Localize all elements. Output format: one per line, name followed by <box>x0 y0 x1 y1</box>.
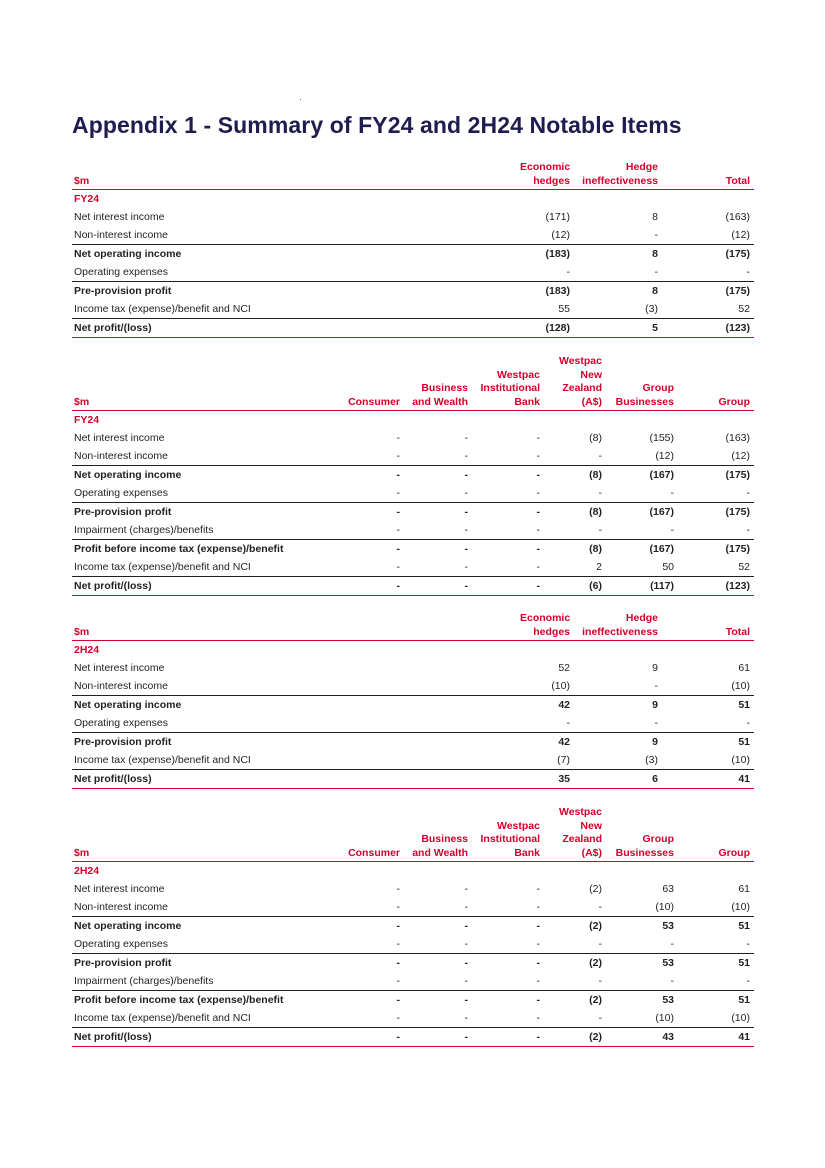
table-row <box>72 484 754 503</box>
row-label: Net interest income <box>74 662 165 674</box>
column-header: Westpac Institutional Bank <box>472 355 544 411</box>
table-cell: (2) <box>544 917 606 936</box>
table-row <box>72 898 754 917</box>
table-cell: - <box>464 487 468 499</box>
row-label: Non-interest income <box>74 229 168 241</box>
table-cell: (10) <box>655 901 674 913</box>
table-cell: - <box>536 450 540 462</box>
table-cell: - <box>464 1012 468 1024</box>
table-cell: - <box>464 901 468 913</box>
table-cell: - <box>536 901 540 913</box>
table-cell: - <box>598 901 602 913</box>
table-row <box>72 770 754 789</box>
table-cell: - <box>472 466 544 485</box>
table-cell: - <box>654 229 658 241</box>
table-cell: - <box>396 975 400 987</box>
table-row <box>72 880 754 898</box>
table-cell: - <box>566 717 570 729</box>
table-cell: 51 <box>662 733 754 752</box>
table-cell: 51 <box>678 954 754 973</box>
table-cell: 8 <box>652 211 658 223</box>
table-cell: - <box>670 487 674 499</box>
table-cell: 61 <box>738 883 750 895</box>
section-row <box>72 641 754 660</box>
row-label: Profit before income tax (expense)/benefit <box>72 540 332 559</box>
table-cell: - <box>396 561 400 573</box>
row-label: Pre-provision profit <box>72 503 332 522</box>
table-cell: 8 <box>574 245 662 264</box>
table-cell: (8) <box>544 540 606 559</box>
table-row <box>72 577 754 596</box>
row-label: Net operating income <box>72 917 332 936</box>
column-header: $m <box>72 806 332 862</box>
column-header: $m <box>72 355 332 411</box>
table-cell: - <box>472 577 544 596</box>
table-row <box>72 558 754 577</box>
row-label: Net profit/(loss) <box>72 577 332 596</box>
table-row <box>72 714 754 733</box>
table-header-row <box>72 806 754 862</box>
table-cell: 43 <box>606 1028 678 1047</box>
table-cell: 52 <box>558 662 570 674</box>
table-row <box>72 540 754 559</box>
table-cell: (175) <box>662 282 754 301</box>
table-cell: (117) <box>606 577 678 596</box>
column-header: Total <box>662 161 754 190</box>
table-cell: (10) <box>655 1012 674 1024</box>
table-cell: - <box>332 1028 404 1047</box>
column-header: Total <box>662 612 754 641</box>
table-cell: - <box>566 266 570 278</box>
table-cell: - <box>396 1012 400 1024</box>
row-label: Net operating income <box>72 466 332 485</box>
row-label: Income tax (expense)/benefit and NCI <box>74 1012 251 1024</box>
table-body <box>72 641 754 789</box>
table-cell: (12) <box>731 450 750 462</box>
column-header: Group Businesses <box>606 355 678 411</box>
table-cell: - <box>332 991 404 1010</box>
table-row <box>72 1009 754 1028</box>
table-cell: (7) <box>557 754 570 766</box>
row-label: Operating expenses <box>74 938 168 950</box>
row-label: Impairment (charges)/benefits <box>74 524 214 536</box>
table-cell: - <box>404 540 472 559</box>
table-row <box>72 263 754 282</box>
table-cell: 53 <box>606 917 678 936</box>
column-header: Business and Wealth <box>404 355 472 411</box>
table-cell: (10) <box>731 901 750 913</box>
table-cell: - <box>746 266 750 278</box>
table-cell: (3) <box>645 754 658 766</box>
table-row <box>72 521 754 540</box>
table-cell: (175) <box>678 466 754 485</box>
column-header: $m <box>72 612 520 641</box>
table-cell: 52 <box>738 303 750 315</box>
table-cell: - <box>472 954 544 973</box>
table-cell: (175) <box>678 540 754 559</box>
table-body <box>72 862 754 1047</box>
table-cell: (183) <box>520 282 574 301</box>
table-cell: - <box>404 577 472 596</box>
row-label: Pre-provision profit <box>72 282 520 301</box>
column-header: Business and Wealth <box>404 806 472 862</box>
page-title: Appendix 1 - Summary of FY24 and 2H24 Notable Items <box>72 112 682 138</box>
column-header: Hedge ineffectiveness <box>574 161 662 190</box>
section-label: 2H24 <box>74 865 100 877</box>
table-cell: (2) <box>589 883 602 895</box>
table-cell: (10) <box>731 1012 750 1024</box>
row-label: Net profit/(loss) <box>72 1028 332 1047</box>
table-cell: - <box>404 1028 472 1047</box>
table-cell: - <box>396 450 400 462</box>
table-cell: - <box>404 991 472 1010</box>
table-cell: (8) <box>544 503 606 522</box>
row-label: Net operating income <box>72 696 520 715</box>
table-cell: - <box>536 432 540 444</box>
section-row <box>72 862 754 881</box>
table-cell: - <box>404 917 472 936</box>
table-cell: - <box>746 938 750 950</box>
table-row <box>72 466 754 485</box>
table-cell: (123) <box>678 577 754 596</box>
table-row <box>72 917 754 936</box>
table-cell: - <box>404 503 472 522</box>
row-label: Pre-provision profit <box>72 733 520 752</box>
column-header: Group Businesses <box>606 806 678 862</box>
table-cell: - <box>472 503 544 522</box>
row-label: Pre-provision profit <box>72 954 332 973</box>
table-cell: (123) <box>662 319 754 338</box>
table-cell: - <box>654 717 658 729</box>
table-cell: - <box>536 975 540 987</box>
row-label: Net interest income <box>74 432 165 444</box>
table-cell: (175) <box>678 503 754 522</box>
table-body <box>72 190 754 338</box>
table-cell: - <box>746 524 750 536</box>
table-cell: - <box>396 901 400 913</box>
table-cell: - <box>332 954 404 973</box>
table-cell: - <box>332 917 404 936</box>
table-cell: - <box>396 938 400 950</box>
table-cell: (10) <box>731 680 750 692</box>
section-label: 2H24 <box>74 644 100 656</box>
table-cell: 61 <box>738 662 750 674</box>
table-cell: - <box>654 266 658 278</box>
section-row <box>72 190 754 209</box>
row-label: Non-interest income <box>74 901 168 913</box>
table-cell: - <box>396 432 400 444</box>
table-row <box>72 226 754 245</box>
table-body <box>72 411 754 596</box>
table-cell: - <box>404 954 472 973</box>
table-row <box>72 677 754 696</box>
table-cell: 9 <box>652 662 658 674</box>
table-cell: (6) <box>544 577 606 596</box>
table-cell: (167) <box>606 540 678 559</box>
table-cell: - <box>654 680 658 692</box>
fy24-division-table <box>72 355 754 596</box>
table-cell: - <box>404 466 472 485</box>
table-cell: - <box>536 561 540 573</box>
table-cell: - <box>536 938 540 950</box>
column-header: Economic hedges <box>520 612 574 641</box>
row-label: Net operating income <box>72 245 520 264</box>
table-cell: - <box>396 883 400 895</box>
stray-dot <box>300 99 301 100</box>
table-cell: (12) <box>655 450 674 462</box>
row-label: Net profit/(loss) <box>72 770 520 789</box>
column-header: Westpac Institutional Bank <box>472 806 544 862</box>
table-row <box>72 659 754 677</box>
table-header-row <box>72 355 754 411</box>
row-label: Income tax (expense)/benefit and NCI <box>74 754 251 766</box>
table-cell: - <box>746 717 750 729</box>
table-cell: 51 <box>662 696 754 715</box>
table-cell: - <box>536 524 540 536</box>
table-cell: - <box>472 540 544 559</box>
column-header: Consumer <box>332 355 404 411</box>
table-cell: 41 <box>662 770 754 789</box>
table-cell: - <box>332 466 404 485</box>
table-cell: - <box>464 561 468 573</box>
table-cell: (2) <box>544 954 606 973</box>
table-header-row <box>72 612 754 641</box>
table-cell: - <box>332 540 404 559</box>
table-cell: - <box>332 503 404 522</box>
table-cell: - <box>396 487 400 499</box>
row-label: Net interest income <box>74 211 165 223</box>
table-cell: - <box>670 938 674 950</box>
row-label: Profit before income tax (expense)/benefit <box>72 991 332 1010</box>
table-cell: 51 <box>678 917 754 936</box>
column-header: $m <box>72 161 520 190</box>
table-cell: - <box>396 524 400 536</box>
table-row <box>72 954 754 973</box>
table-cell: - <box>598 487 602 499</box>
table-row <box>72 991 754 1010</box>
table-cell: (10) <box>731 754 750 766</box>
table-row <box>72 319 754 338</box>
table-cell: 6 <box>574 770 662 789</box>
table-cell: (167) <box>606 503 678 522</box>
table-cell: - <box>746 975 750 987</box>
table-cell: (171) <box>545 211 570 223</box>
table-cell: 53 <box>606 991 678 1010</box>
table-cell: - <box>472 917 544 936</box>
table-cell: 52 <box>738 561 750 573</box>
2h24-division-table <box>72 806 754 1047</box>
section-row <box>72 411 754 430</box>
table-cell: - <box>464 975 468 987</box>
table-cell: - <box>598 938 602 950</box>
column-header: Westpac New Zealand (A$) <box>544 806 606 862</box>
table-cell: 8 <box>574 282 662 301</box>
table-cell: (167) <box>606 466 678 485</box>
row-label: Operating expenses <box>74 487 168 499</box>
table-cell: (128) <box>520 319 574 338</box>
column-header: Group <box>678 355 754 411</box>
table-cell: 53 <box>606 954 678 973</box>
table-cell: 42 <box>520 733 574 752</box>
table-cell: - <box>670 975 674 987</box>
table-cell: (10) <box>551 680 570 692</box>
table-cell: 2 <box>596 561 602 573</box>
row-label: Impairment (charges)/benefits <box>74 975 214 987</box>
table-cell: - <box>464 432 468 444</box>
table-cell: (8) <box>544 466 606 485</box>
column-header: Economic hedges <box>520 161 574 190</box>
table-row <box>72 503 754 522</box>
table-cell: - <box>746 487 750 499</box>
table-cell: (12) <box>551 229 570 241</box>
table-cell: (183) <box>520 245 574 264</box>
table-header-row <box>72 161 754 190</box>
column-header: Consumer <box>332 806 404 862</box>
table-cell: 55 <box>558 303 570 315</box>
table-cell: 63 <box>662 883 674 895</box>
section-label: FY24 <box>74 193 100 205</box>
table-row <box>72 1028 754 1047</box>
row-label: Net interest income <box>74 883 165 895</box>
table-cell: - <box>598 975 602 987</box>
table-row <box>72 696 754 715</box>
table-cell: - <box>332 577 404 596</box>
table-cell: 35 <box>520 770 574 789</box>
table-row <box>72 447 754 466</box>
table-cell: - <box>464 938 468 950</box>
fy24-hedge-table <box>72 161 754 338</box>
table-cell: (8) <box>589 432 602 444</box>
row-label: Non-interest income <box>74 450 168 462</box>
table-cell: (155) <box>649 432 674 444</box>
table-row <box>72 733 754 752</box>
row-label: Income tax (expense)/benefit and NCI <box>74 303 251 315</box>
table-cell: (163) <box>725 211 750 223</box>
table-cell: - <box>472 991 544 1010</box>
table-cell: (2) <box>544 991 606 1010</box>
table-cell: 50 <box>662 561 674 573</box>
table-cell: 42 <box>520 696 574 715</box>
column-header: Hedge ineffectiveness <box>574 612 662 641</box>
row-label: Non-interest income <box>74 680 168 692</box>
section-label: FY24 <box>74 414 100 426</box>
table-cell: - <box>464 883 468 895</box>
table-cell: - <box>464 450 468 462</box>
table-cell: 9 <box>574 733 662 752</box>
table-cell: 9 <box>574 696 662 715</box>
table-row <box>72 208 754 226</box>
table-cell: - <box>598 450 602 462</box>
table-cell: 41 <box>678 1028 754 1047</box>
table-cell: - <box>464 524 468 536</box>
table-cell: - <box>472 1028 544 1047</box>
2h24-hedge-table <box>72 612 754 789</box>
column-header: Group <box>678 806 754 862</box>
table-row <box>72 751 754 770</box>
table-cell: (2) <box>544 1028 606 1047</box>
table-cell: (3) <box>645 303 658 315</box>
row-label: Operating expenses <box>74 717 168 729</box>
table-cell: - <box>536 1012 540 1024</box>
table-cell: (175) <box>662 245 754 264</box>
table-row <box>72 972 754 991</box>
table-cell: - <box>670 524 674 536</box>
table-cell: (163) <box>725 432 750 444</box>
table-row <box>72 300 754 319</box>
table-cell: 5 <box>574 319 662 338</box>
row-label: Net profit/(loss) <box>72 319 520 338</box>
table-cell: - <box>536 883 540 895</box>
table-cell: - <box>536 487 540 499</box>
table-cell: - <box>598 524 602 536</box>
table-row <box>72 935 754 954</box>
table-cell: 51 <box>678 991 754 1010</box>
column-header: Westpac New Zealand (A$) <box>544 355 606 411</box>
table-cell: - <box>598 1012 602 1024</box>
table-row <box>72 282 754 301</box>
row-label: Operating expenses <box>74 266 168 278</box>
table-row <box>72 245 754 264</box>
table-cell: (12) <box>731 229 750 241</box>
table-row <box>72 429 754 447</box>
row-label: Income tax (expense)/benefit and NCI <box>74 561 251 573</box>
